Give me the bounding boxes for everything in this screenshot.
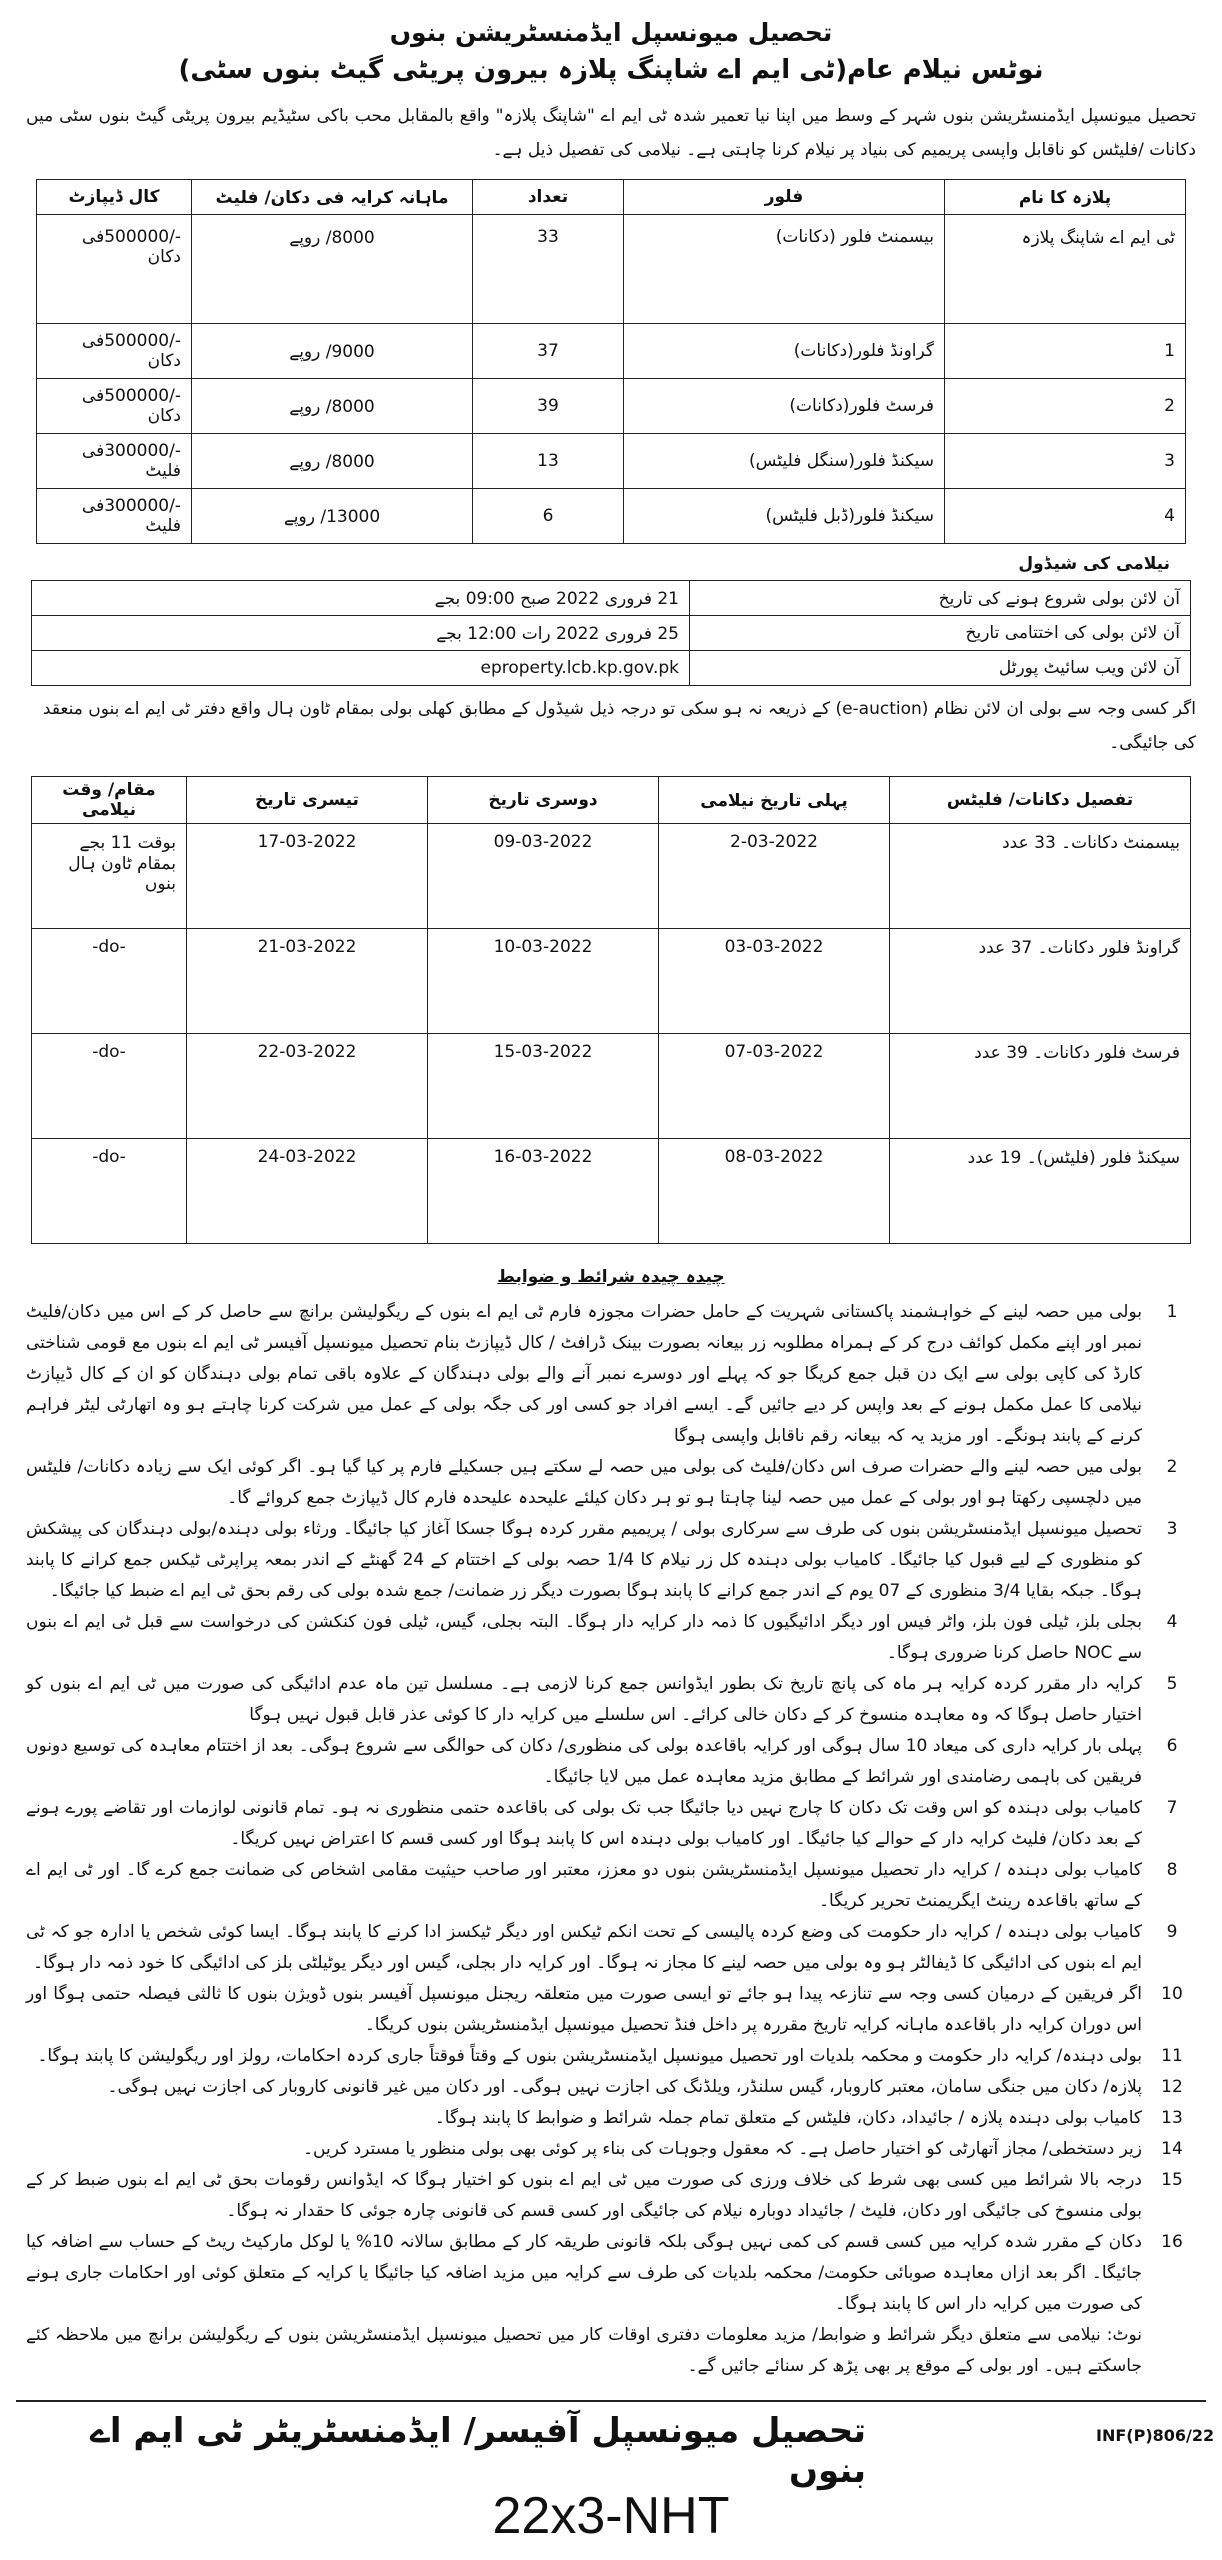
rule-number: 11 [1161,2046,1183,2066]
portal-url[interactable]: eproperty.lcb.kp.gov.pk [32,651,690,686]
rule-item [20,1669,1202,1731]
rule-text: کامیاب بولی دہندہ پلازہ / جائیداد، دکان، فلیٹس کے متعلق تمام جملہ شرائط و ضوابط کا پابند ہوگا۔ [434,2108,1142,2128]
table-row [32,651,1191,686]
schedule-label: آن لائن بولی کی اختتامی تاریخ [690,616,1191,651]
rule-item [20,1731,1202,1793]
rule-item [20,1793,1202,1855]
count: 13 [473,434,624,489]
detail: فرسٹ فلور دکانات۔ 39 عدد [890,1034,1191,1139]
rule-note [20,2320,1202,2382]
signature-title: تحصیل میونسپل آفیسر/ ایڈمنسٹریٹر ٹی ایم اے بنوں [89,2411,866,2491]
rule-text: درجہ بالا شرائط میں کسی بھی شرط کی خلاف ورزی کی صورت میں ٹی ایم اے بنوں کو اختیار ہوگا کہ ایڈوانس رقومات بحق ٹی ایم اے بنوں ضبط کر کے بولی منسوخ کی جائیگی اور دکان، فلیٹ / جائیداد دوبارہ نیلام کی جائیگی اور کسی قسم کی قانونی چارہ جوئی کا حقدار نہ ہوگا۔ [26,2170,1142,2221]
floor: گراونڈ فلور(دکانات) [624,324,945,379]
rule-item [20,1452,1202,1514]
date-3: 21-03-2022 [187,929,428,1034]
rule-text: بجلی بلز، ٹیلی فون بلز، واٹر فیس اور دیگر ادائیگیوں کا ذمہ دار کرایہ دار ہوگا۔ البتہ بجلی، گیس، ٹیلی فون کنکشن کی درخواست سے قبل ٹی ایم اے بنوں سے NOC حاصل کرنا ضروری ہوگا۔ [26,1612,1142,1663]
rule-number: 6 [1166,1736,1178,1756]
deposit: -/500000فی دکان [37,324,192,379]
deposit: -/300000فی فلیٹ [37,489,192,544]
rule-text: پلازہ/ دکان میں جنگی سامان، معتبر کاروبار، گیس سلنڈر، ویلڈنگ کی اجازت نہیں ہوگی۔ اور دکان میں غیر قانونی کاروبار کی اجازت نہیں ہوگی۔ [107,2077,1142,2097]
rule-text: کامیاب بولی دہندہ / کرایہ دار تحصیل میونسپل ایڈمنسٹریشن بنوں دو معزز، معتبر اور صاحب حیثیت مقامی اشخاص کی ضمانت جمع کرے گا۔ اور ٹی ایم اے کے ساتھ باقاعدہ رینٹ ایگریمنٹ تحریر کریگا۔ [26,1860,1142,1911]
floor: سیکنڈ فلور(سنگل فلیٹس) [624,434,945,489]
table-row [32,1139,1191,1244]
rule-text: دکان کے مقرر شدہ کرایہ میں کسی قسم کی کمی نہیں ہوگی بلکہ قانونی طریقہ کار کے مطابق سالانہ 10% یا لوکل مارکیٹ ریٹ کے حساب سے اضافہ کیا جائیگا۔ اگر بعد ازاں معاہدہ صوبائی حکومت/ محکمہ بلدیات کی طرف سے کرایہ میں مزید اضافہ کیا جائیگا یا کرایہ کے متعلق کوئی اور احکامات جاری ہونے کی صورت میں کرایہ دار اس کا پابند ہوگا۔ [26,2232,1142,2314]
floor: بیسمنٹ فلور (دکانات) [624,215,945,324]
col-date-1: پہلی تاریخ نیلامی [659,777,890,824]
rule-number: 15 [1161,2170,1183,2190]
table-row [32,616,1191,651]
plaza-name: 2 [945,379,1186,434]
col-date-3: تیسری تاریخ [187,777,428,824]
date-2: 09-03-2022 [428,824,659,929]
intro-text: تحصیل میونسپل ایڈمنسٹریشن بنوں شہر کے وسط میں اپنا نیا تعمیر شدہ ٹی ایم اے "شاپنگ پلازہ" واقع بالمقابل محب باکی سٹیڈیم بیرون پریٹی گیٹ بنوں سٹی میں دکانات /فلیٹس کو ناقابل واپسی پریمیم کی بنیاد پر نیلام کرنا چاہتی ہے۔ نیلامی کی تفصیل ذیل ہے۔ [26,106,1196,160]
floor: فرسٹ فلور(دکانات) [624,379,945,434]
date-1: 08-03-2022 [659,1139,890,1244]
detail: سیکنڈ فلور (فلیٹس)۔ 19 عدد [890,1139,1191,1244]
date-2: 15-03-2022 [428,1034,659,1139]
size-code: 22x3-NHT [492,2487,730,2545]
deposit: -/500000فی دکان [37,215,192,324]
count: 6 [473,489,624,544]
rule-text: کامیاب بولی دہندہ کو اس وقت تک دکان کا چارج نہیں دیا جائیگا جب تک بولی کی باقاعدہ حتمی منظوری نہ ہو۔ تمام قانونی لوازمات اور تقاضے پورے ہونے کے بعد دکان/ فلیٹ کرایہ دار کے حوالے کیا جائیگا۔ اور کامیاب بولی دہندہ اس کا پابند ہوگا اور کسی قسم کا اعتراض نہیں کریگا۔ [26,1798,1142,1849]
table-row [32,1034,1191,1139]
date-3: 24-03-2022 [187,1139,428,1244]
rule-number: 4 [1166,1612,1178,1632]
col-plaza-name: پلازہ کا نام [945,180,1186,215]
rule-text: زیر دستخطی/ مجاز آتھارٹی کو اختیار حاصل ہے۔ کہ معقول وجوہات کی بناء پر کوئی بھی بولی منظور یا مسترد کریں۔ [303,2139,1142,2159]
rule-number: 2 [1166,1457,1178,1477]
count: 39 [473,379,624,434]
plaza-name: 1 [945,324,1186,379]
rule-item [20,2227,1202,2320]
rule-number: 9 [1166,1922,1178,1942]
rule-number: 1 [1166,1302,1178,1322]
rule-item [20,1979,1202,2041]
table-row [37,434,1186,489]
plaza-table [36,179,1186,544]
table-row [37,489,1186,544]
rule-text: پہلی بار کرایہ داری کی میعاد 10 سال ہوگی اور کرایہ باقاعدہ بولی کی منظوری/ دکان کی حوالگی سے شروع ہوگی۔ بعد از اختتام معاہدہ کی توسیع دونوں فریقین کی باہمی رضامندی اور شرائط کے مطابق مزید معاہدہ عمل میں لایا جائیگا۔ [26,1736,1143,1787]
schedule-label: آن لائن بولی شروع ہونے کی تاریخ [690,581,1191,616]
rule-number: 5 [1166,1674,1178,1694]
rule-item [20,2103,1202,2134]
rule-item [20,1917,1202,1979]
schedule-table [31,580,1191,686]
rule-item [20,1297,1202,1452]
schedule-label: آن لائن ویب سائیٹ پورٹل [690,651,1191,686]
rules-heading: چیدہ چیدہ شرائط و ضوابط [497,1267,725,1287]
date-2: 10-03-2022 [428,929,659,1034]
place-time: -do- [32,1034,187,1139]
rule-item [20,2134,1202,2165]
plaza-name: 3 [945,434,1186,489]
place-time: -do- [32,929,187,1034]
office-title: تحصیل میونسپل ایڈمنسٹریشن بنوں [389,18,833,47]
rule-item [20,2041,1202,2072]
date-1: 07-03-2022 [659,1034,890,1139]
rules-list [16,1297,1206,2382]
table-row [37,215,1186,324]
rent: 8000/ روپے [192,434,473,489]
rule-number: 13 [1161,2108,1183,2128]
rule-text: اگر فریقین کے درمیان کسی وجہ سے تنازعہ پیدا ہو جائے تو ایسی صورت میں متعلقہ ریجنل میونسپل آفیسر بنوں ڈویژن بنوں کا ثالثی فیصلہ حتمی ہوگا اور اس دوران کرایہ دار باقاعدہ ماہانہ کرایہ تاریخ مقررہ پر داخل فنڈ تحصیل میونسپل ایڈمنسٹریشن بنوں کریگا۔ [26,1984,1142,2035]
schedule-value: 21 فروری 2022 صبح 09:00 بجے [32,581,690,616]
rent: 13000/ روپے [192,489,473,544]
rule-text: بولی میں حصہ لینے والے حضرات صرف اس دکان/فلیٹ کی بولی میں حصہ لے سکتے ہیں جسکیلے فارم پر کیا گیا ہو۔ اگر کوئی ایک سے زیادہ دکانات/ فلیٹس میں دلچسپی رکھتا ہو اور بولی کے عمل میں حصہ لینا چاہتا ہو تو ہر دکان کیلئے علیحدہ علیحدہ فارم کال ڈیپازٹ جمع کروائے گا۔ [26,1457,1142,1508]
place-time: -do- [32,1139,187,1244]
plaza-name: ٹی ایم اے شاپنگ پلازہ [945,215,1186,324]
rule-number [1142,2320,1202,2382]
rule-text: تحصیل میونسپل ایڈمنسٹریشن بنوں کی طرف سے سرکاری بولی / پریمیم مقرر کردہ ہوگا جسکا آغاز کیا جائیگا۔ ورثاء بولی دہندہ/بولی دہندگان کی پیشکش کو منظوری کے لیے قبول کیا جائیگا۔ کامیاب بولی دہندہ کل زر نیلام کا 1/4 حصہ بولی کے اختتام کے 24 گھنٹے کے اندر بمعہ پراپرٹی ٹیکس جمع کرانے کا پابند ہوگا۔ جبکہ بقایا 3/4 منظوری کے 07 یوم کے اندر جمع کرانے کا پابند ہوگا بصورت دیگر زر ضمانت/ جمع شدہ بولی کی رقم بحق ٹی ایم اے ضبط کیا جائیگا۔ [26,1519,1142,1601]
rule-item [20,2072,1202,2103]
schedule-heading: نیلامی کی شیڈول [1018,554,1170,574]
col-date-2: دوسری تاریخ [428,777,659,824]
date-2: 16-03-2022 [428,1139,659,1244]
detail: گراونڈ فلور دکانات۔ 37 عدد [890,929,1191,1034]
table-row [32,824,1191,929]
col-detail: تفصیل دکانات/ فلیٹس [890,777,1191,824]
table-row [37,324,1186,379]
col-rent: ماہانہ کرایہ فی دکان/ فلیٹ [192,180,473,215]
date-1: 2-03-2022 [659,824,890,929]
rent: 8000/ روپے [192,379,473,434]
rule-item [20,1855,1202,1917]
plaza-table-header [37,180,1186,215]
date-3: 17-03-2022 [187,824,428,929]
rule-item [20,2165,1202,2227]
notice-title: نوٹس نیلام عام(ٹی ایم اے شاپنگ پلازہ بیرون پریٹی گیٹ بنوں سٹی) [178,55,1044,85]
rule-text: کرایہ دار مقرر کردہ کرایہ ہر ماہ کی پانچ تاریخ تک بطور ایڈوانس جمع کرنا لازمی ہے۔ مسلسل تین ماہ عدم ادائیگی کی صورت میں ٹی ایم اے بنوں کو اختیار حاصل ہوگا کہ وہ معاہدہ منسوخ کر کے دکان خالی کرائے۔ اس سلسلے میں کرایہ دار کا کوئی عذر قابل قبول نہیں ہوگا [26,1674,1142,1725]
deposit: -/500000فی دکان [37,379,192,434]
rule-number: 3 [1166,1519,1178,1539]
count: 33 [473,215,624,324]
plaza-name: 4 [945,489,1186,544]
rule-number: 16 [1161,2232,1183,2252]
col-place: مقام/ وقت نیلامی [32,777,187,824]
rule-item [20,1514,1202,1607]
rent: 9000/ روپے [192,324,473,379]
col-deposit: کال ڈیپازٹ [37,180,192,215]
eauction-note: اگر کسی وجہ سے بولی ان لائن نظام (e-auction) کے ذریعہ نہ ہو سکی تو درجہ ذیل شیڈول کے مطابق کھلی بولی بمقام ٹاون ہال واقع دفتر ٹی ایم اے بنوں منعقد کی جائیگی۔ [42,699,1196,753]
col-floor: فلور [624,180,945,215]
count: 37 [473,324,624,379]
col-count: تعداد [473,180,624,215]
rent: 8000/ روپے [192,215,473,324]
schedule-value: 25 فروری 2022 رات 12:00 بجے [32,616,690,651]
rule-number: 10 [1161,1984,1183,2004]
place-time: بوقت 11 بجے بمقام ٹاون ہال بنوں [32,824,187,929]
rule-text: بولی دہندہ/ کرایہ دار حکومت و محکمہ بلدیات اور تحصیل میونسپل ایڈمنسٹریشن بنوں کے وقتاً فوقتاً جاری کردہ احکامات، رولز اور ریگولیشن کا پابند ہوگا۔ [37,2046,1142,2066]
rule-text: کامیاب بولی دہندہ / کرایہ دار حکومت کی وضع کردہ پالیسی کے تحت انکم ٹیکس اور دیگر ٹیکسز ادا کرنے کا پابند ہوگا۔ ایسا کوئی شخص یا ادارہ جو کہ ٹی ایم اے بنوں کی ادائیگی کا ڈیفالٹر ہو وہ بولی میں حصہ لینے کا مجاز نہ ہوگا۔ اور کرایہ دار بجلی، گیس اور دیگر یوٹیلٹی بلز کی ادائیگی کا خود ذمہ دار ہوگا۔ [26,1922,1142,1973]
rule-number: 14 [1161,2139,1183,2159]
auction-dates-table [31,776,1191,1244]
floor: سیکنڈ فلور(ڈبل فلیٹس) [624,489,945,544]
footer [16,2400,1215,2491]
table-row [32,929,1191,1034]
rule-number: 8 [1166,1860,1178,1880]
auction-dates-header [32,777,1191,824]
rule-number: 7 [1166,1798,1178,1818]
rule-number: 12 [1161,2077,1183,2097]
rule-text: نوٹ: نیلامی سے متعلق دیگر شرائط و ضوابط/ مزید معلومات دفتری اوقات کار میں تحصیل میونسپل ایڈمنسٹریشن بنوں کے ریگولیشن برانچ میں ملاحظہ کئے جاسکتے ہیں۔ اور بولی کے موقع پر بھی پڑھ کر سنائے جائیں گے۔ [26,2325,1142,2376]
rule-text: بولی میں حصہ لینے کے خواہشمند پاکستانی شہریت کے حامل حضرات مجوزہ فارم ٹی ایم اے بنوں کے ریگولیشن برانچ سے حاصل کر کے اس میں دکان/فلیٹ نمبر اور اپنے مکمل کوائف درج کر کے ہمراہ مطلوبہ زر بیعانہ بصورت بینک ڈرافٹ / کال ڈیپازٹ بنام تحصیل میونسپل آفیسر ٹی ایم اے بنوں مع قومی شناختی کارڈ کی کاپی بولی سے ایک دن قبل جمع کریگا جو کہ پہلے اور دوسرے نمبر آنے والے بولی دہندگان کے علاوہ باقی تمام بولی دہندگان کو ان کے کال ڈیپازٹ نیلامی کا عمل مکمل ہونے کے بعد واپس کر دیے جائیں گے۔ ایسے افراد جو کسی اور کی جگہ بولی کے عمل میں شرکت کرنا چاہتے ہو وہ اتھارٹی لیٹر فراہم کرنے کے پابند ہونگے۔ اور مزید یہ کہ بیعانہ رقم ناقابل واپسی ہوگا [26,1302,1142,1446]
detail: بیسمنٹ دکانات۔ 33 عدد [890,824,1191,929]
table-row [37,379,1186,434]
deposit: -/300000فی فلیٹ [37,434,192,489]
rule-item [20,1607,1202,1669]
date-3: 22-03-2022 [187,1034,428,1139]
date-1: 03-03-2022 [659,929,890,1034]
table-row [32,581,1191,616]
inf-code: INF(P)806/22 [1096,2426,1215,2445]
